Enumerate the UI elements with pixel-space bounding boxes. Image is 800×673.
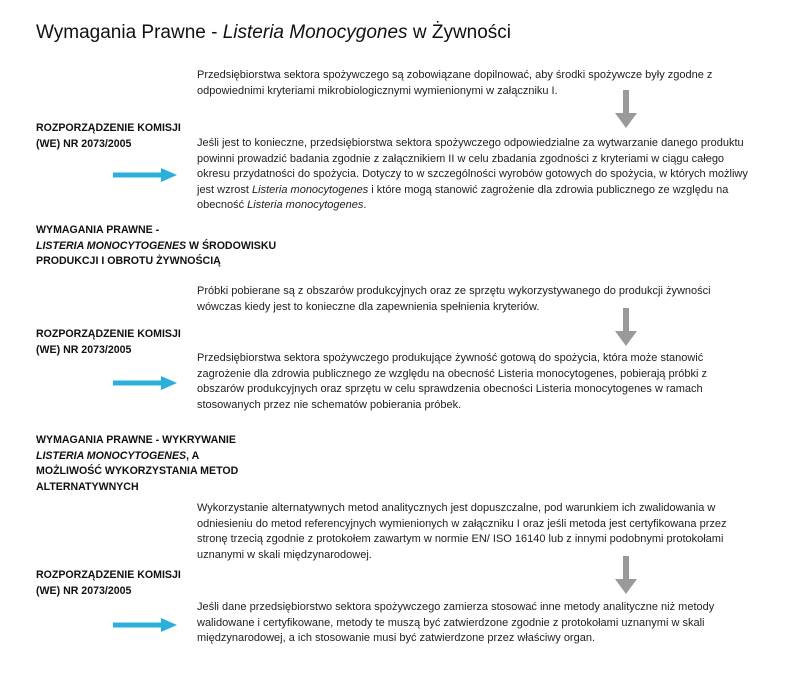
- regulation-label-line1: ROZPORZĄDZENIE KOMISJI: [36, 328, 181, 340]
- heading-line: ALTERNATYWNYCH: [36, 480, 139, 493]
- regulation-label-line2: (WE) NR 2073/2005: [36, 137, 132, 150]
- down-arrow-icon: [614, 556, 638, 596]
- heading-line: [36, 239, 296, 255]
- down-arrow-icon: [614, 308, 638, 348]
- heading-line: PRODUKCJI I OBROTU ŻYWNOŚCIĄ: [36, 255, 221, 267]
- heading-line: WYMAGANIA PRAWNE -: [36, 224, 160, 236]
- detail-italic: Listeria monocytogenes: [247, 199, 364, 211]
- detail-text: Jeśli jest to konieczne, przedsiębiorstwa sektora spożywczego odpowiedzialne za wytwarzanie danego produktu powinni prowadzić badania zgodnie z załącznikiem II w celu zbadania zgodności z kryteriami w ciągu całego okresu przydatności do spożycia. Dotyczy to w szczególności wyrobów gotowych do spożycia, w których możliwy jest wzrost: [197, 137, 748, 196]
- regulation-label-line2: (WE) NR 2073/2005: [36, 584, 132, 597]
- title-suffix: w Żywności: [407, 22, 512, 43]
- heading-rest: , A: [186, 449, 200, 462]
- heading-line: MOŻLIWOŚĆ WYKORZYSTANIA METOD: [36, 465, 239, 477]
- section3-heading: [36, 433, 296, 495]
- detail-text: i które mogą stanowić zagrożenie dla zdrowia publicznego ze względu na obecność: [197, 183, 729, 211]
- down-arrow-icon: [614, 90, 638, 130]
- right-arrow-icon: [113, 618, 177, 632]
- detail-italic: Listeria monocytogenes: [252, 183, 369, 196]
- regulation-label-line1: ROZPORZĄDZENIE KOMISJI: [36, 122, 181, 134]
- heading-italic: LISTERIA MONOCYTOGENES: [36, 239, 187, 252]
- heading-rest: W ŚRODOWISKU: [186, 239, 277, 252]
- section2-intro: Próbki pobierane są z obszarów produkcyjnych oraz ze sprzętu wykorzystywanego do produkcji żywności wówczas kiedy jest to konieczne dla zapewnienia spełnienia kryteriów.: [197, 285, 711, 313]
- title-prefix: Wymagania Prawne -: [36, 22, 223, 43]
- heading-italic: LISTERIA MONOCYTOGENES: [36, 449, 187, 462]
- detail-text: .: [363, 199, 367, 211]
- heading-line: [36, 449, 296, 465]
- page-title: [36, 22, 511, 44]
- section3-intro: Wykorzystanie alternatywnych metod analitycznych jest dopuszczalne, pod warunkiem ich zwalidowania w odniesieniu do metod referencyjnych wymienionych w załączniku I oraz jeśli metoda jest certyfikowana przez stronę trzecią zgodnie z protokołem zawartym w normie EN/ ISO 16140 lub z innymi podobnymi protokołami uznanymi w skali międzynarodowej.: [197, 502, 727, 561]
- right-arrow-icon: [113, 376, 177, 390]
- right-arrow-icon: [113, 168, 177, 182]
- section2-detail: Przedsiębiorstwa sektora spożywczego produkujące żywność gotową do spożycia, która może stanowić zagrożenie dla zdrowia publicznego ze względu na obecność Listeria monocytogenes, pobierają próbki z obszarów produkcyjnych oraz sprzętu w celu sprawdzenia obecności Listeria monocytogenes w ramach stosowanych przez nie schematów pobierania próbek.: [197, 352, 707, 411]
- regulation-label-line1: ROZPORZĄDZENIE KOMISJI: [36, 569, 181, 581]
- regulation-label-line2: (WE) NR 2073/2005: [36, 343, 132, 356]
- section3-detail: Jeśli dane przedsiębiorstwo sektora spożywczego zamierza stosować inne metody analityczne niż metody walidowane i certyfikowane, metody te muszą być zatwierdzone zgodnie z protokołami uznanymi w skali międzynarodowej, a ich stosowanie musi być zatwierdzone przez właściwy organ.: [197, 601, 715, 644]
- section1-intro: Przedsiębiorstwa sektora spożywczego są zobowiązane dopilnować, aby środki spożywcze były zgodne z odpowiednimi kryteriami mikrobiologicznymi wymienionymi w załączniku I.: [197, 69, 713, 97]
- section3-regulation-label: [36, 568, 296, 599]
- section2-heading: [36, 223, 296, 270]
- section1-detail: [197, 136, 757, 214]
- title-italic: Listeria Monocygones: [222, 22, 408, 43]
- heading-line: WYMAGANIA PRAWNE - WYKRYWANIE: [36, 434, 236, 446]
